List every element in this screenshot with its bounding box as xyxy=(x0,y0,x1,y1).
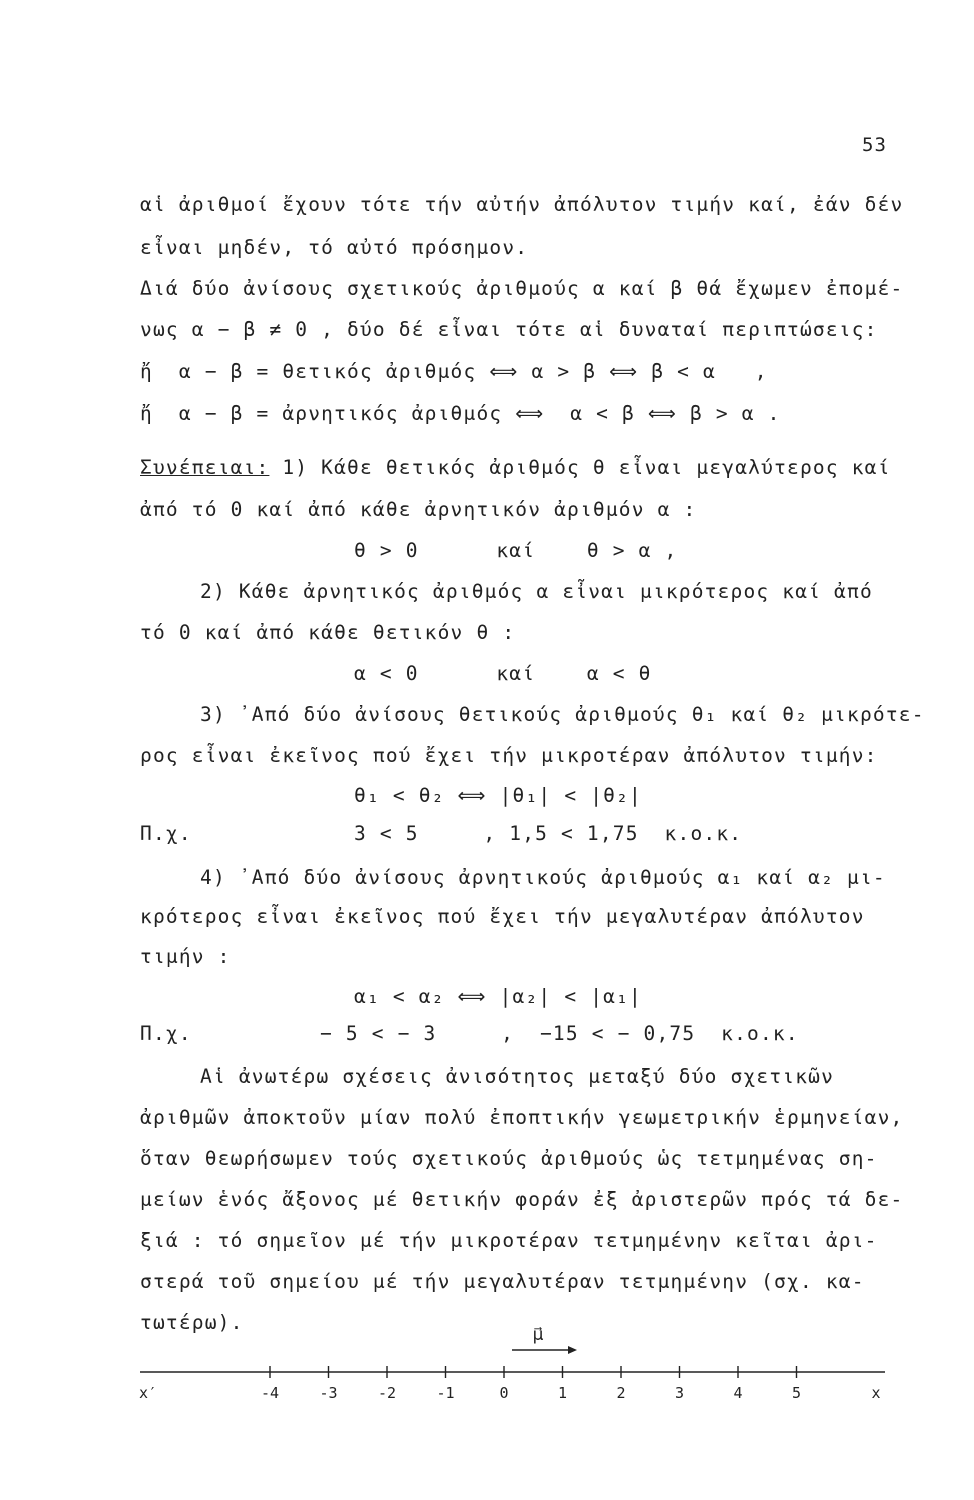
axis-left-label: x′ xyxy=(138,1384,158,1402)
axis-tick-label: 0 xyxy=(499,1384,509,1402)
formula-alpha-compare: α₁ < α₂ ⟺ |α₂| < |α₁| xyxy=(354,985,642,1008)
axis-tick-label: -2 xyxy=(377,1384,397,1402)
axis-tick-label: 4 xyxy=(733,1384,743,1402)
text-line-28: ξιά : τό σημεῖον μέ τήν μικροτέραν τετμημένην κεῖται ἀρι- xyxy=(140,1229,878,1252)
text-line-30: τωτέρω). xyxy=(140,1311,244,1334)
page-number: 53 xyxy=(862,134,887,156)
example-label-1: Π.χ. xyxy=(140,822,192,845)
text-line-20: τιμήν : xyxy=(140,945,231,968)
text-line-24: Αἱ ἀνωτέρω σχέσεις ἀνισότητος μεταξύ δύο σχετικῶν xyxy=(200,1065,835,1088)
text-line-14: ρος εἶναι ἐκεῖνος πού ἔχει τήν μικροτέραν ἀπόλυτον τιμήν: xyxy=(140,744,878,767)
text-line-2: εἶναι μηδέν, τό αὐτό πρόσημον. xyxy=(140,236,529,259)
text-line-3: Διά δύο ἀνίσους σχετικούς ἀριθμούς α καί β θά ἔχωμεν ἐπομέ- xyxy=(140,277,904,300)
text-line-27: μείων ἑνός ἄξονος μέ θετικήν φοράν ἐξ ἀριστερῶν πρός τά δε- xyxy=(140,1188,904,1211)
axis-tick-label: -1 xyxy=(436,1384,455,1402)
text-line-1: αἱ ἀριθμοί ἔχουν τότε τήν αὐτήν ἀπόλυτον τιμήν καί, ἐάν δέν xyxy=(140,193,904,216)
formula-theta-compare: θ₁ < θ₂ ⟺ |θ₁| < |θ₂| xyxy=(354,784,642,807)
axis-right-label: x xyxy=(871,1384,881,1402)
text-line-8: ἀπό τό 0 καί ἀπό κάθε ἀρνητικόν ἀριθμόν α : xyxy=(140,498,697,521)
unit-vector-label: μ⃗ xyxy=(532,1325,544,1345)
axis-tick-label: -4 xyxy=(260,1384,280,1402)
text-line-25: ἀριθμῶν ἀποκτοῦν μίαν πολύ ἐποπτικήν γεωμετρικήν ἑρμηνείαν, xyxy=(140,1106,904,1129)
axis-tick-label: -3 xyxy=(319,1384,338,1402)
number-axis xyxy=(0,1300,974,1420)
text-line-10: 2) Κάθε ἀρνητικός ἀριθμός α εἶναι μικρότερος καί ἀπό xyxy=(200,580,873,603)
corollaries-heading: Συνέπειαι: xyxy=(140,456,270,479)
axis-tick-label: 5 xyxy=(791,1384,802,1402)
corollary-1-text: 1) Κάθε θετικός ἀριθμός θ εἶναι μεγαλύτερος καί xyxy=(269,456,891,479)
example-label-2: Π.χ. xyxy=(140,1022,192,1045)
text-line-4: νως α − β ≠ 0 , δύο δέ εἶναι τότε αἱ δυναταί περιπτώσεις: xyxy=(140,318,878,341)
axis-tick-label: 3 xyxy=(674,1384,685,1402)
text-line-6: ἤ α − β = ἀρνητικός ἀριθμός ⟺ α < β ⟺ β > α . xyxy=(140,402,781,425)
example-2: − 5 < − 3 , −15 < − 0,75 κ.ο.κ. xyxy=(320,1022,799,1045)
text-line-19: κρότερος εἶναι ἐκεῖνος πού ἔχει τήν μεγαλυτέραν ἀπόλυτον xyxy=(140,905,865,928)
text-line-7 xyxy=(140,456,891,479)
text-line-29: στερά τοῦ σημείου μέ τήν μεγαλυτέραν τετμημένην (σχ. κα- xyxy=(140,1270,865,1293)
text-line-18: 4) ᾽Από δύο ἀνίσους ἀρνητικούς ἀριθμούς α₁ καί α₂ μι- xyxy=(200,866,886,889)
text-line-26: ὅταν θεωρήσωμεν τούς σχετικούς ἀριθμούς ὡς τετμημένας ση- xyxy=(140,1147,878,1170)
text-line-13: 3) ᾽Από δύο ἀνίσους θετικούς ἀριθμούς θ₁ καί θ₂ μικρότε- xyxy=(200,703,925,726)
unit-vector-arrowhead xyxy=(568,1346,577,1354)
formula-theta-positive: θ > 0 καί θ > α , xyxy=(354,539,678,562)
axis-tick-label: 1 xyxy=(557,1384,568,1402)
axis-tick-label: 2 xyxy=(616,1384,626,1402)
text-line-11: τό 0 καί ἀπό κάθε θετικόν θ : xyxy=(140,621,516,644)
text-line-5: ἤ α − β = θετικός ἀριθμός ⟺ α > β ⟺ β < α , xyxy=(140,360,768,383)
formula-alpha-negative: α < 0 καί α < θ xyxy=(354,662,652,685)
example-1: 3 < 5 , 1,5 < 1,75 κ.ο.κ. xyxy=(354,822,743,845)
